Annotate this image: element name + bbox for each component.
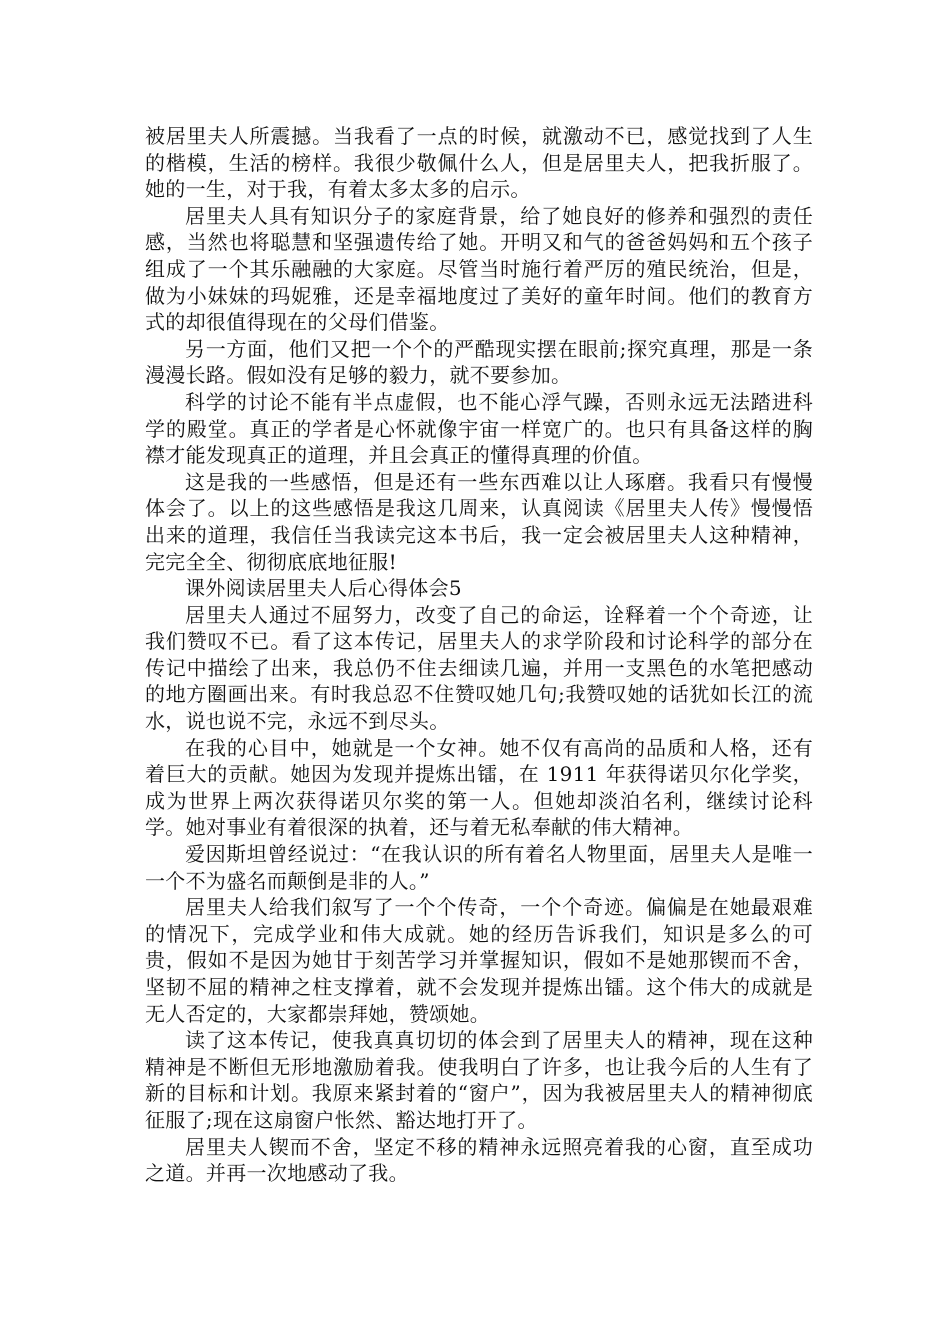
paragraph-harsh-reality: 另一方面，他们又把一个个的严酷现实摆在眼前;探究真理，那是一条漫漫长路。假如没有足够的毅力，就不要参加。 [145,336,813,388]
paragraph-perseverance: 居里夫人通过不屈努力，改变了自己的命运，诠释着一个个奇迹，让我们赞叹不已。看了这本传记，居里夫人的求学阶段和讨论科学的部分在传记中描绘了出来，我总仍不住去细读几遍，并用一支黑色的水笔把感动的地方圈画出来。有时我总忍不住赞叹她几句;我赞叹她的话犹如长江的流水，说也说不完，永远不到尽头。 [145,602,813,734]
paragraph-personal-insights: 这是我的一些感悟，但是还有一些东西难以让人琢磨。我看只有慢慢体会了。以上的这些感悟是我这几周来，认真阅读《居里夫人传》慢慢悟出来的道理，我信任当我读完这本书后，我一定会被居里夫人这种精神，完完全全、彻彻底底地征服! [145,469,813,574]
paragraph-conclusion: 居里夫人锲而不舍，坚定不移的精神永远照亮着我的心窗，直至成功之道。并再一次地感动了我。 [145,1134,813,1186]
paragraph-legend: 居里夫人给我们叙写了一个个传奇，一个个奇迹。偏偏是在她最艰难的情况下，完成学业和伟大成就。她的经历告诉我们，知识是多么的可贵，假如不是因为她甘于刻苦学习并掌握知识，假如不是她那锲而不舍，坚韧不屈的精神之柱支撑着，就不会发现并提炼出镭。这个伟大的成就是无人否定的，大家都崇拜她，赞颂她。 [145,895,813,1026]
paragraph-family-background: 居里夫人具有知识分子的家庭背景，给了她良好的修养和强烈的责任感，当然也将聪慧和坚强遗传给了她。开明又和气的爸爸妈妈和五个孩子组成了一个其乐融融的大家庭。尽管当时施行着严厉的殖民统治，但是，做为小妹妹的玛妮雅，还是幸福地度过了美好的童年时间。他们的教育方式的却很值得现在的父母们借鉴。 [145,203,813,335]
paragraph-goddess: 在我的心目中，她就是一个女神。她不仅有高尚的品质和人格，还有着巨大的贡献。她因为发现并提炼出镭，在 1911 年获得诺贝尔化学奖，成为世界上两次获得诺贝尔奖的第一人。但她却淡泊名利，继续讨论科学。她对事业有着很深的执着，还与着无私奉献的伟大精神。 [145,735,813,840]
paragraph-inspiration: 读了这本传记，使我真真切切的体会到了居里夫人的精神，现在这种精神是不断但无形地激励着我。使我明白了许多，也让我今后的人生有了新的目标和计划。我原来紧封着的“窗户”，因为我被居里夫人的精神彻底征服了;现在这扇窗户怅然、豁达地打开了。 [145,1028,813,1132]
paragraph-continuation: 被居里夫人所震撼。当我看了一点的时候，就激动不已，感觉找到了人生的楷模，生活的榜样。我很少敬佩什么人，但是居里夫人，把我折服了。她的一生，对于我，有着太多太多的启示。 [145,124,813,202]
paragraph-scientific-discussion: 科学的讨论不能有半点虚假，也不能心浮气躁，否则永远无法踏进科学的殿堂。真正的学者是心怀就像宇宙一样宽广的。也只有具备这样的胸襟才能发现真正的道理，并且会真正的懂得真理的价值。 [145,389,813,468]
paragraph-einstein-quote: 爱因斯坦曾经说过：“在我认识的所有着名人物里面，居里夫人是唯一一个不为盛名而颠倒是非的人。” [145,842,813,893]
article-body [145,123,813,1187]
section-heading: 课外阅读居里夫人后心得体会5 [185,576,462,601]
